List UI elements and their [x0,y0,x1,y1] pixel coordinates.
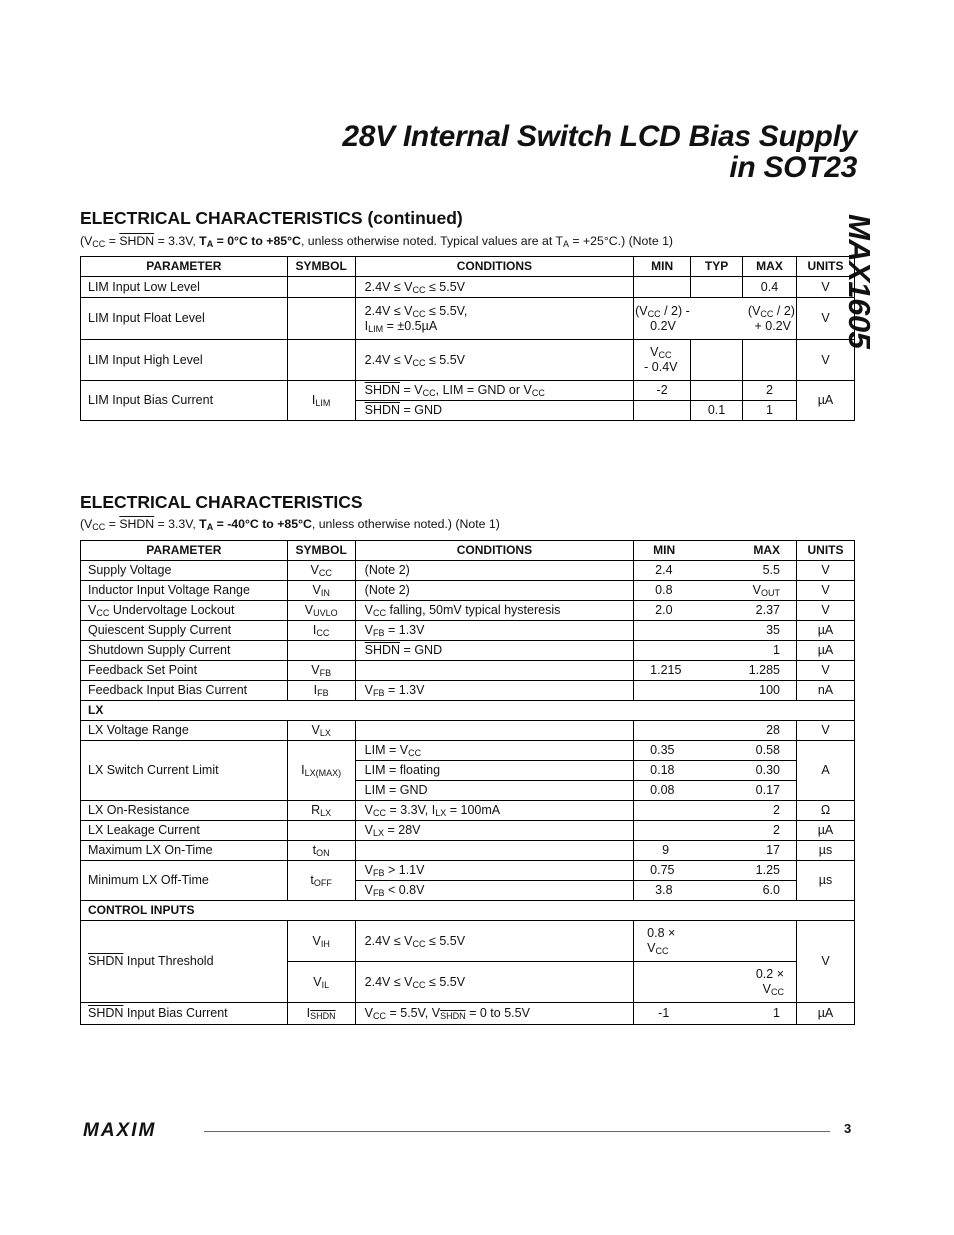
table-cell: 0.2 × $V_{CC}$ [634,962,797,1003]
table-cell [287,340,355,381]
table-row [81,561,855,581]
table-cell: $V_{LX} = 28V$ [355,821,634,841]
table-row [81,801,855,821]
table-row [81,1003,855,1025]
table-cell [634,277,691,298]
table-cell: V [797,561,855,581]
table-cell: $V_{CC} = 3.3V$, $I_{LX} = 100mA$ [355,801,634,821]
table-cell: $V_{FB}$ [287,661,355,681]
table-cell: 0.18 0.30 [634,761,797,781]
table-cell: 1 [634,641,797,661]
table-cell: 0.35 0.58 [634,741,797,761]
col-max: MAX [743,257,797,277]
col-units: UNITS [797,541,855,561]
table-header-row [81,257,855,277]
units-cell: µA [796,381,854,421]
table-row [81,298,855,340]
table-cell: V [797,581,855,601]
table-cell: LX Switch Current Limit [81,741,288,801]
table-cell: $V_{CC}$ [287,561,355,581]
table-cell: $t_{ON}$ [287,841,355,861]
table-cell: µA [797,621,855,641]
table-cell: $2.4V \le V_{CC} \le 5.5V$ [355,921,634,962]
table-cell: 100 [634,681,797,701]
table-cell: LX On-Resistance [81,801,288,821]
table-cell: (Note 2) [355,561,634,581]
section-row-control-inputs [81,901,855,921]
table-row [81,721,855,741]
table-cell: $I_{CC}$ [287,621,355,641]
col-parameter: PARAMETER [81,541,288,561]
table-cell: Feedback Input Bias Current [81,681,288,701]
table-cell [743,340,797,381]
table-cell: 3.8 6.0 [634,881,797,901]
max-cell: 2 [743,381,797,401]
cond-cell: SHDN = GND [355,401,634,421]
min-cell: -2 [634,381,691,401]
svg-text:MAXIM: MAXIM [83,1121,157,1139]
table-cell: nA [797,681,855,701]
table-cell [691,277,743,298]
table-cell: $V_{CC} = 5.5V$, $V_{SHDN} = 0$ to 5.5V [355,1003,634,1025]
section2-heading: ELECTRICAL CHARACTERISTICS [80,492,363,512]
table-cell: -1 1 [634,1003,797,1025]
section1-heading: ELECTRICAL CHARACTERISTICS (continued) [80,208,463,228]
col-conditions: CONDITIONS [355,541,634,561]
footer-rule [204,1131,830,1132]
param-cell: LIM Input Bias Current [81,381,288,421]
param-cell: LIM Input High Level [81,340,288,381]
title-line-1: 28V Internal Switch LCD Bias Supply [342,120,857,153]
param-cell: LIM Input Low Level [81,277,288,298]
table-cell [287,641,355,661]
table-cell: 2 [634,801,797,821]
param-cell: LIM Input Float Level [81,298,288,340]
col-conditions: CONDITIONS [355,257,634,277]
table-cell: $I_{SHDN}$ [287,1003,355,1025]
col-parameter: PARAMETER [81,257,288,277]
table-cell: 0.8 $V_{OUT}$ [634,581,797,601]
table-cell: LIM = floating [355,761,634,781]
table-cell: µs [797,841,855,861]
table-cell: $V_{LX}$ [287,721,355,741]
table-row [81,621,855,641]
table-cell: A [797,741,855,801]
table-row [81,661,855,681]
table-row [81,581,855,601]
table-cell: LIM = $V_{CC}$ [355,741,634,761]
table-cell [691,340,743,381]
table-cell: 0.8 × $V_{CC}$ [634,921,797,962]
table-cell: LX Voltage Range [81,721,288,741]
table-row [81,821,855,841]
col-min: MIN [634,257,691,277]
table-cell: 9 17 [634,841,797,861]
table-cell: CONTROL INPUTS [81,901,855,921]
table-cell: $t_{OFF}$ [287,861,355,901]
units-cell: V [796,277,854,298]
table-cell: Ω [797,801,855,821]
section2-conditions: ($V_{CC}$ = SHDN = 3.3V, $T_A = -40^\circ C$ to +85°C, unless otherwise noted.) (Note 1) [80,517,500,532]
col-units: UNITS [796,257,854,277]
table-cell: Maximum LX On-Time [81,841,288,861]
table-cell: $V_{FB} = 1.3V$ [355,621,634,641]
table-cell: SHDN Input Threshold [81,921,288,1003]
table-cell: $I_{LX(MAX)}$ [287,741,355,801]
table-cell: 2.0 2.37 [634,601,797,621]
table-cell: 0.75 1.25 [634,861,797,881]
table-header-row [81,541,855,561]
title-line-2: in SOT23 [729,151,857,184]
table-cell [287,277,355,298]
table-cell: $V_{IN}$ [287,581,355,601]
table-cell: SHDN Input Bias Current [81,1003,288,1025]
side-part-number: MAX1605 [842,214,877,349]
table-cell: V [797,921,855,1003]
table-cell: 2 [634,821,797,841]
minmax-cell: $(V_{CC} / 2)$ - $(V_{CC} / 2)$ 0.2V + 0.2V [634,298,797,340]
table-cell: $V_{IL}$ [287,962,355,1003]
table-cell: Minimum LX Off-Time [81,861,288,901]
col-symbol: SYMBOL [287,257,355,277]
table-cell: µA [797,641,855,661]
document-title [342,121,857,183]
table-cell: $V_{CC}$ Undervoltage Lockout [81,601,288,621]
table-cell: Feedback Set Point [81,661,288,681]
page-number: 3 [844,1121,852,1136]
col-symbol: SYMBOL [287,541,355,561]
table-cell: SHDN = GND [355,641,634,661]
table-cell: µA [797,1003,855,1025]
table-cell [355,841,634,861]
units-cell: V [796,298,854,340]
table-cell: $V_{CC}$ falling, 50mV typical hysteresis [355,601,634,621]
symbol-cell: $I_{LIM}$ [287,381,355,421]
table-row [81,861,855,881]
table-cell: $V_{FB} > 1.1V$ [355,861,634,881]
table-cell: V [797,721,855,741]
table-cell: (Note 2) [355,581,634,601]
table-cell: µs [797,861,855,901]
table-row [81,381,855,401]
table-cell: Supply Voltage [81,561,288,581]
min-cell: $V_{CC}$ - 0.4V [634,340,691,381]
maxim-logo [83,1121,191,1144]
max-cell: 0.4 [743,277,797,298]
col-minmax: MIN MAX [634,541,797,561]
table-cell [355,661,634,681]
cond-cell: $2.4V \le V_{CC} \le 5.5V$ [355,340,634,381]
table-cell [691,381,743,401]
table-cell: 0.08 0.17 [634,781,797,801]
table-cell: $2.4V \le V_{CC} \le 5.5V$ [355,962,634,1003]
table-cell: Quiescent Supply Current [81,621,288,641]
cond-cell: $2.4V \le V_{CC} \le 5.5V$, $I_{LIM} = \pm 0.5\mu A$ [355,298,634,340]
table-cell [287,821,355,841]
table-cell: V [797,661,855,681]
table-row [81,681,855,701]
table-row [81,601,855,621]
table-cell: $V_{IH}$ [287,921,355,962]
table-cell [634,401,691,421]
table-cell: $V_{UVLO}$ [287,601,355,621]
table-cell [355,721,634,741]
table-cell: $I_{FB}$ [287,681,355,701]
table-ec [80,540,855,1025]
section1-conditions: ($V_{CC}$ = SHDN = 3.3V, $T_A = 0^\circ C$ to +85°C, unless otherwise noted. Typical values are at $T_A = +25^\circ C$.) (Note 1) [80,234,674,249]
table-row [81,340,855,381]
table-cell: 1.215 1.285 [634,661,797,681]
table-cell: 28 [634,721,797,741]
table-ec-continued [80,256,855,421]
table-cell: $V_{FB} = 1.3V$ [355,681,634,701]
table-cell: V [797,601,855,621]
units-cell: V [796,340,854,381]
table-row [81,841,855,861]
table-cell: LX Leakage Current [81,821,288,841]
cond-cell: $2.4V \le V_{CC} \le 5.5V$ [355,277,634,298]
table-row [81,921,855,962]
typ-cell: 0.1 [691,401,743,421]
cond-cell: SHDN = $V_{CC}$, LIM = GND or $V_{CC}$ [355,381,634,401]
col-typ: TYP [691,257,743,277]
table-cell: 2.4 5.5 [634,561,797,581]
max-cell: 1 [743,401,797,421]
table-row [81,741,855,761]
section-row-lx [81,701,855,721]
table-row [81,277,855,298]
table-cell: Inductor Input Voltage Range [81,581,288,601]
table-cell [287,298,355,340]
table-cell: $V_{FB} < 0.8V$ [355,881,634,901]
table-cell: µA [797,821,855,841]
table-cell: LX [81,701,855,721]
table-cell: Shutdown Supply Current [81,641,288,661]
table-cell: 35 [634,621,797,641]
table-cell: LIM = GND [355,781,634,801]
table-cell: $R_{LX}$ [287,801,355,821]
table-row [81,641,855,661]
